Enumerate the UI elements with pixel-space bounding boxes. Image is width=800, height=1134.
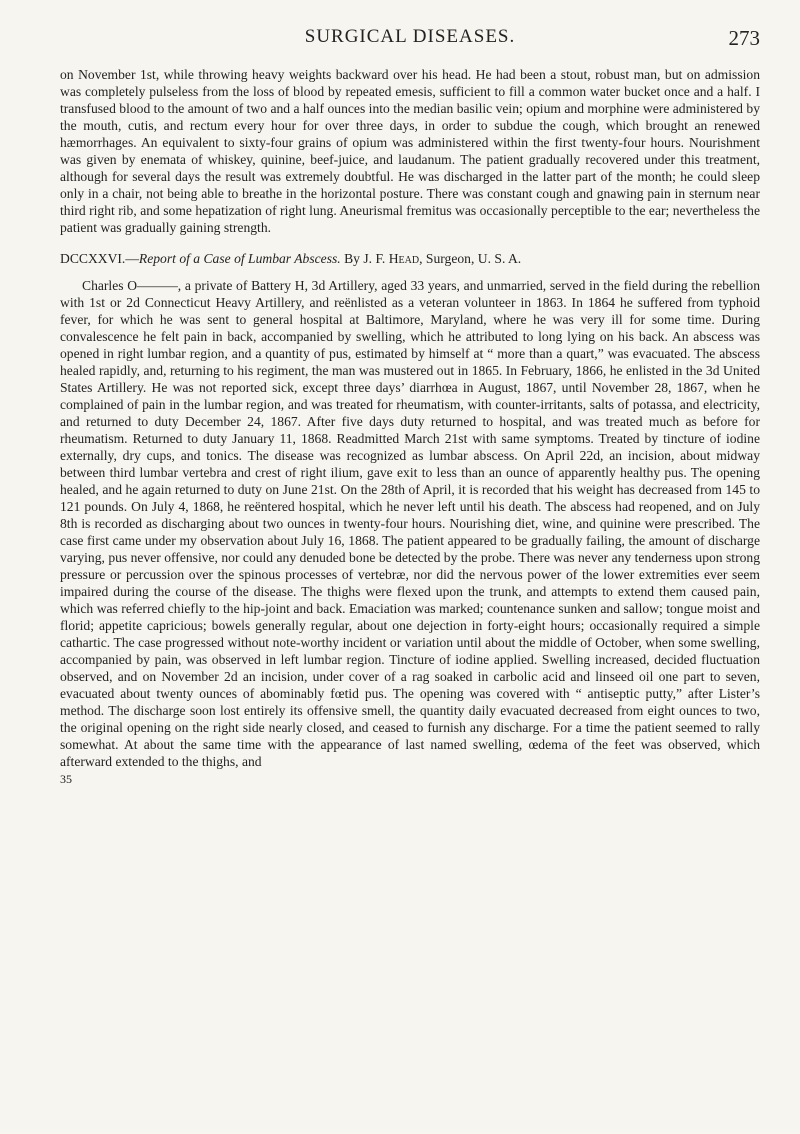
running-title: SURGICAL DISEASES. [304, 26, 516, 47]
author-affiliation: , Surgeon, U. S. A. [419, 251, 522, 266]
page-number: 273 [728, 26, 760, 50]
byline: By J. F. [340, 251, 389, 266]
paragraph-continuation: on November 1st, while throwing heavy weights backward over his head. He had been a stout, robust man, but on admission was completely pulseless from the loss of blood by repeated emesis, sufficient to fill a common water bucket once and a half. I transfused blood to the amount of two and a half ounces into the median basilic vein; opium and morphine were administered by the mouth, cutis, and rectum every hour for over three days, in order to subdue the cough, which brought an renewed hæmorrhages. An equivalent to sixty-four grains of opium was administered within the first twenty-four hours. Nourishment was given by enemata of whiskey, quinine, beef-juice, and laudanum. The patient gradually recovered under this treatment, although for several days the result was extremely doubtful. He was discharged in the latter part of the month; he could sleep only in a chair, not being able to breathe in the horizontal posture. There was constant cough and gnawing pain in sternum near third right rib, and some hepatization of right lung. Aneurismal fremitus was occasionally perceptible to the ear; nevertheless the patient was gradually gaining strength. [60, 67, 760, 235]
signature-mark: 35 [60, 772, 72, 786]
case-report-body: Charles O———, a private of Battery H, 3d Artillery, aged 33 years, and unmarried, served in the field during the rebellion with 1st or 2d Connecticut Heavy Artillery, and reënlisted as a veteran volunteer in 1863. In 1864 he suffered from typhoid fever, for which he was sent to general hospital at Baltimore, Maryland, where he was very ill for some time. During convalescence he felt pain in back, accompanied by swelling, which he attributed to long lying on his back. An abscess was opened in right lumbar region, and a quantity of pus, estimated by himself at “ more than a quart,” was evacuated. The abscess healed rapidly, and, returning to his regiment, the man was mustered out in 1865. In February, 1866, he enlisted in the 3d United States Artillery. He was not reported sick, except three days’ diarrhœa in August, 1867, until November 28, 1867, when he complained of pain in the lumbar region, and was treated for rheumatism, with counter-irritants, salts of potassa, and electricity, and returned to duty December 24, 1867. After five days duty returned to hospital, and was treated much as before for rheumatism. Returned to duty January 11, 1868. Readmitted March 21st with same symptoms. Treated by tincture of iodine externally, dry cups, and tonics. The disease was recognized as lumbar abscess. On April 22d, an incision, about midway between third lumbar vertebra and crest of right ilium, gave exit to less than an ounce of apparently healthy pus. The opening healed, and he again returned to duty on June 21st. On the 28th of April, it is recorded that his weight has decreased from 145 to 121 pounds. On July 4, 1868, he reëntered hospital, which he never left until his death. The abscess had reopened, and on July 8th is recorded as discharging about two ounces in twenty-four hours. Nourishing diet, wine, and quinine were prescribed. The case first came under my observation about July 16, 1868. The patient appeared to be gradually failing, the amount of discharge varying, pus never offensive, nor could any denuded bone be detected by the probe. There was never any tenderness upon strong pressure or percussion over the spinous processes of vertebræ, nor did the nervous power of the lower extremities ever seem impaired during the course of the disease. The thighs were flexed upon the trunk, and attempts to extend them caused pain, which was referred chiefly to the hip-joint and back. Emaciation was marked; countenance sunken and sallow; tongue moist and florid; appetite capricious; bowels generally regular, about one dejection in forty-eight hours; occasionally required a simple cathartic. The case progressed without note-worthy incident or variation until about the middle of October, when some swelling, accompanied by pain, was observed in left lumbar region. Tincture of iodine applied. Swelling increased, decided fluctuation observed, and on November 2d an incision, under cover of a rag soaked in carbolic acid and linseed oil one part to seven, evacuated about twenty ounces of abominably fœtid pus. The opening was covered with “ antiseptic putty,” after Lister’s method. The discharge soon lost entirely its offensive smell, the quantity daily evacuated decreased from eight ounces to two, the original opening on the right side nearly closed, and ceased to furnish any discharge. For a time the patient seemed to rally somewhat. At about the same time with the appearance of last named swelling, œdema of the feet was observed, which afterward extended to the thighs, and [60, 278, 760, 769]
running-header [60, 26, 760, 60]
document-page [60, 26, 760, 787]
report-title: Report of a Case of Lumbar Abscess. [138, 251, 341, 266]
case-number: DCCXXVI.— [60, 251, 139, 266]
case-heading [60, 250, 760, 267]
author-name: Head [388, 251, 420, 266]
